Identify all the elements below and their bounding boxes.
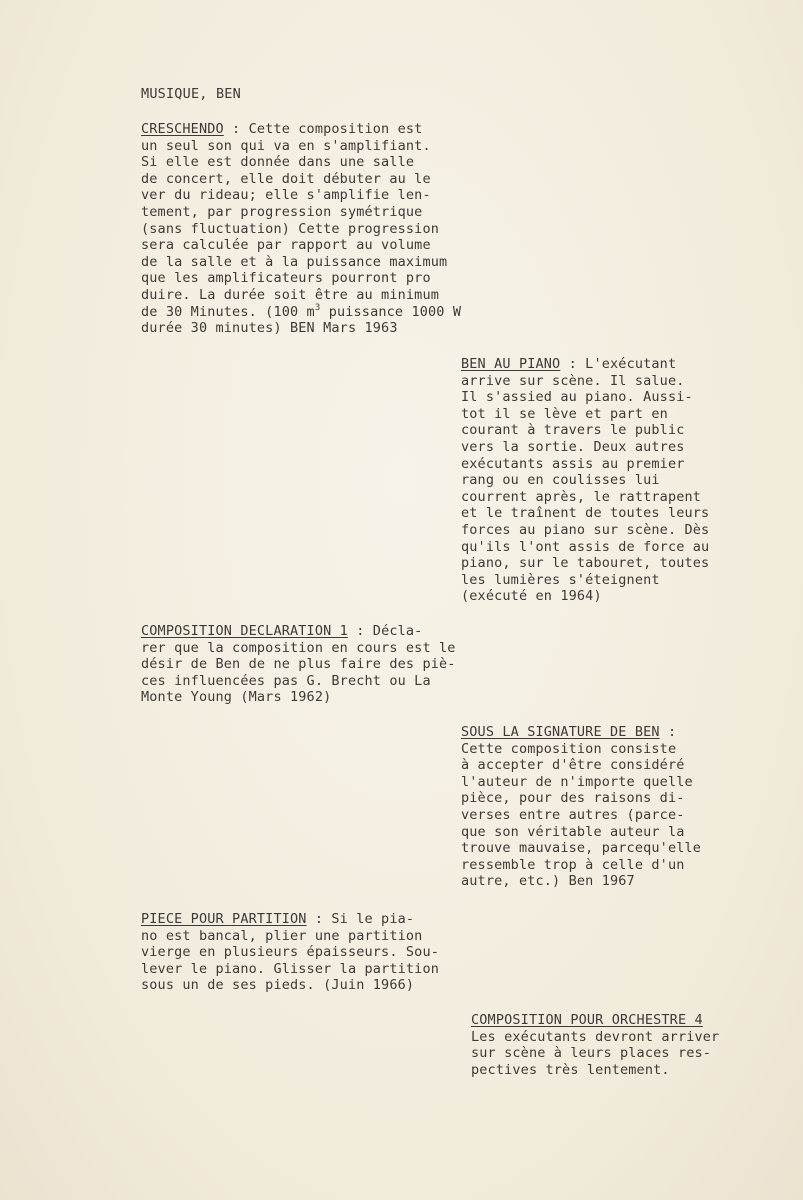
text-line: qu'ils l'ont assis de force au: [461, 538, 710, 555]
text-block-partition: [141, 911, 439, 994]
text-line: et le traînent de toutes leurs: [461, 505, 710, 522]
text-block-piano: [461, 356, 709, 605]
text-line: (exécuté en 1964): [461, 588, 602, 605]
first-line: [141, 121, 461, 138]
text-line: que son véritable auteur la: [461, 823, 685, 840]
text-line: pectives très lentement.: [471, 1061, 670, 1078]
text-line: autre, etc.) Ben 1967: [461, 873, 635, 890]
text-line: durée 30 minutes) BEN Mars 1963: [141, 320, 398, 337]
text-line: rer que la composition en cours est le: [141, 639, 456, 656]
text-line: courrent après, le rattrapent: [461, 488, 702, 505]
text-block-signature: [461, 724, 701, 890]
page-header: MUSIQUE, BEN: [141, 86, 241, 102]
text-line: pièce, pour des raisons di-: [461, 790, 685, 807]
text-line: Monte Young (Mars 1962): [141, 689, 332, 706]
text-line: vers la sortie. Deux autres: [461, 438, 685, 455]
first-line: [141, 623, 456, 640]
text-block-declaration: [141, 623, 456, 706]
text-line: exécutants assis au premier: [461, 455, 685, 472]
text-line: les lumières s'éteignent: [461, 571, 660, 588]
text-line: sur scène à leurs places res-: [471, 1045, 712, 1062]
text-line: de concert, elle doit débuter au le: [141, 170, 431, 187]
text-line: Il s'assied au piano. Aussi-: [461, 389, 693, 406]
text-fragment: de 30 Minutes. (100 m: [141, 303, 315, 320]
text-line: ver du rideau; elle s'amplifie len-: [141, 187, 431, 204]
title-rest: : Cette composition est: [223, 121, 423, 137]
text-line: verses entre autres (parce-: [461, 806, 685, 823]
text-line: sera calculée par rapport au volume: [141, 237, 431, 254]
text-block-crescendo: [141, 121, 461, 337]
title-rest: :: [659, 724, 677, 740]
title-rest: : L'exécutant: [560, 356, 677, 372]
text-line: forces au piano sur scène. Dès: [461, 521, 710, 538]
text-line: tot il se lève et part en: [461, 405, 668, 422]
text-line: l'auteur de n'importe quelle: [461, 773, 693, 790]
text-line: rang ou en coulisses lui: [461, 472, 660, 489]
text-line: ces influencées pas G. Brecht ou La: [141, 672, 431, 689]
section-title: BEN AU PIANO: [461, 356, 561, 372]
text-line: de la salle et à la puissance maximum: [141, 253, 448, 270]
section-title: SOUS LA SIGNATURE DE BEN: [461, 724, 660, 740]
text-line: courant à travers le public: [461, 422, 685, 439]
text-line: duire. La durée soit être au minimum: [141, 286, 439, 303]
text-line: désir de Ben de ne plus faire des piè-: [141, 656, 456, 673]
text-line: Cette composition consiste: [461, 740, 677, 757]
text-line: arrive sur scène. Il salue.: [461, 372, 685, 389]
text-line: trouve mauvaise, parcequ'elle: [461, 840, 702, 857]
text-fragment: puissance 1000 W: [320, 303, 462, 320]
text-line: no est bancal, plier une partition: [141, 927, 423, 944]
superscript: 3: [314, 302, 321, 313]
first-line: [461, 356, 709, 373]
text-line: un seul son qui va en s'amplifiant.: [141, 137, 431, 154]
text-line: à accepter d'être considéré: [461, 757, 685, 774]
section-title: CRESCHENDO: [141, 121, 224, 137]
text-line: [141, 304, 461, 321]
title-rest: : Décla-: [347, 623, 423, 639]
first-line: [461, 724, 701, 741]
text-line: tement, par progression symétrique: [141, 203, 423, 220]
text-line: lever le piano. Glisser la partition: [141, 960, 439, 977]
text-line: (sans fluctuation) Cette progression: [141, 220, 439, 237]
text-line: sous un de ses pieds. (Juin 1966): [141, 977, 415, 994]
text-line: ressemble trop à celle d'un: [461, 856, 685, 873]
section-title: PIECE POUR PARTITION: [141, 911, 307, 927]
text-line: que les amplificateurs pourront pro: [141, 270, 431, 287]
first-line: [141, 911, 439, 928]
first-line: [471, 1012, 719, 1029]
text-line: Si elle est donnée dans une salle: [141, 154, 415, 171]
section-title: COMPOSITION POUR ORCHESTRE 4: [471, 1012, 703, 1028]
title-rest: : Si le pia-: [306, 911, 415, 927]
text-line: piano, sur le tabouret, toutes: [461, 555, 710, 572]
text-line: vierge en plusieurs épaisseurs. Sou-: [141, 944, 439, 961]
text-line: Les exécutants devront arriver: [471, 1028, 720, 1045]
section-title: COMPOSITION DECLARATION 1: [141, 623, 348, 639]
text-block-orchestre: [471, 1012, 719, 1078]
